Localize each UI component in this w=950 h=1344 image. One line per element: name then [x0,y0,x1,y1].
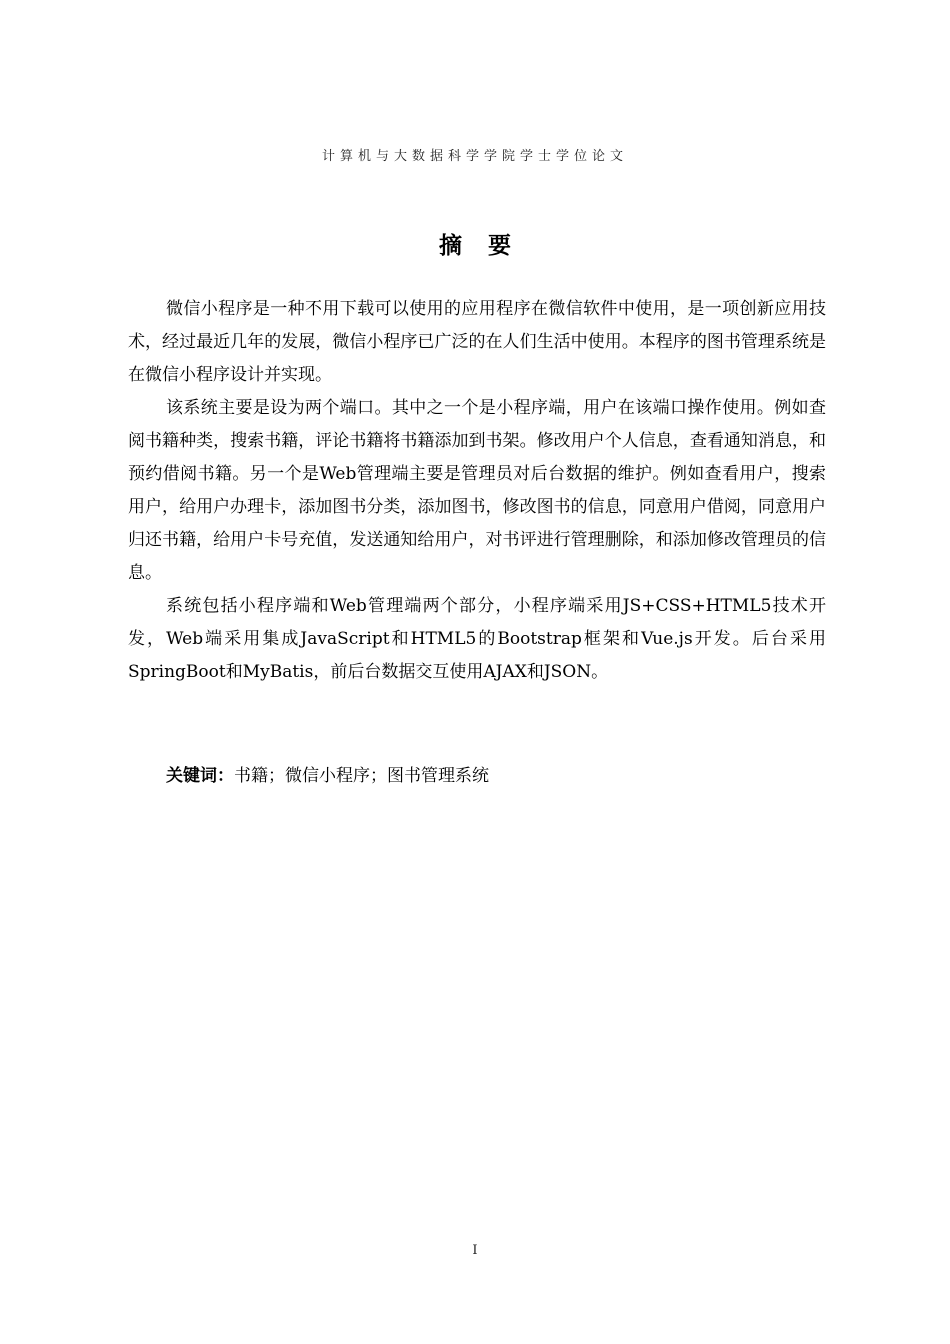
abstract-paragraph-2: 该系统主要是设为两个端口。其中之一个是小程序端，用户在该端口操作使用。例如查阅书籍种类，搜索书籍，评论书籍将书籍添加到书架。修改用户个人信息，查看通知消息，和预约借阅书籍。另一个是Web管理端主要是管理员对后台数据的维护。例如查看用户，搜索用户，给用户办理卡，添加图书分类，添加图书，修改图书的信息，同意用户借阅，同意用户归还书籍，给用户卡号充值，发送通知给用户，对书评进行管理删除，和添加修改管理员的信息。 [128,398,826,583]
abstract-paragraph-1: 微信小程序是一种不用下载可以使用的应用程序在微信软件中使用，是一项创新应用技术，经过最近几年的发展，微信小程序已广泛的在人们生活中使用。本程序的图书管理系统是在微信小程序设计并实现。 [128,299,826,385]
page-number: I [472,1243,478,1258]
abstract-title: 摘要 [439,233,537,259]
running-header: 计算机与大数据科学学院学士学位论文 [321,149,628,164]
keywords-label: 关键词： [166,766,234,786]
keywords-value: 书籍；微信小程序；图书管理系统 [234,766,489,786]
keywords-line [166,760,489,793]
abstract-body [128,293,826,689]
abstract-paragraph-3: 系统包括小程序端和Web管理端两个部分，小程序端采用JS+CSS+HTML5技术开发，Web端采用集成JavaScript和HTML5的Bootstrap框架和Vue.js开发。后台采用SpringBoot和MyBatis，前后台数据交互使用AJAX和JSON。 [128,596,826,682]
